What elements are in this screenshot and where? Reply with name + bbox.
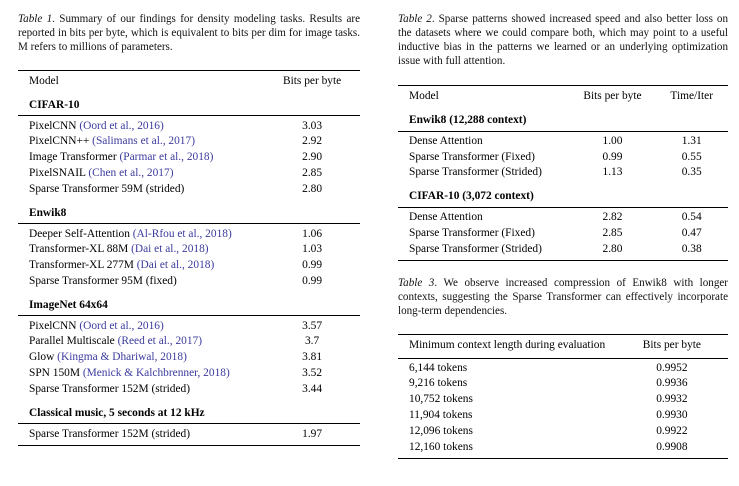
table1-row-value: 3.81: [302, 351, 323, 364]
table2-caption: [398, 12, 728, 68]
table3-row-context: 10,752 tokens: [409, 393, 473, 406]
table1-section-title: Classical music, 5 seconds at 12 kHz: [29, 406, 205, 419]
table-row: [18, 242, 360, 258]
table1-row-value: 1.97: [302, 427, 323, 440]
table2-row-time: 0.47: [681, 226, 702, 239]
table1-row-model: Sparse Transformer 59M (strided): [29, 182, 185, 195]
table2-section-title: Enwik8 (12,288 context): [409, 113, 527, 126]
table1-row-value: 2.85: [302, 167, 323, 179]
table1-caption: [18, 12, 360, 54]
citation: (Salimans et al., 2017): [92, 135, 195, 148]
table1-section-title: CIFAR-10: [29, 98, 80, 111]
table2-row-bpb: 1.13: [602, 166, 623, 179]
citation: (Kingma & Dhariwal, 2018): [57, 351, 187, 364]
table1-row-model: [18, 366, 264, 382]
model-name: PixelCNN++: [29, 135, 93, 148]
model-name: PixelSNAIL: [29, 167, 89, 179]
table3-header-bits: Bits per byte: [642, 338, 701, 351]
table3-row-value: 0.9908: [656, 440, 688, 453]
table-row: [398, 242, 728, 261]
citation: (Al-Rfou et al., 2018): [132, 227, 232, 240]
model-name: Image Transformer: [29, 151, 120, 164]
citation: (Oord et al., 2016): [79, 119, 164, 132]
table3-row-value: 0.9952: [656, 361, 688, 374]
table1-row-model: [18, 224, 264, 242]
table-row: [398, 408, 728, 424]
table-row: [18, 116, 360, 134]
table1-row-value: 2.90: [302, 151, 323, 164]
table3-caption-label: Table 3: [398, 276, 435, 289]
table3-caption: [398, 276, 728, 318]
table1-row-model: [18, 134, 264, 150]
table-row: [398, 207, 728, 225]
table-row: [18, 224, 360, 242]
citation: (Dai et al., 2018): [136, 259, 215, 272]
table-row: [18, 382, 360, 400]
table1-row-value: 3.57: [302, 319, 323, 332]
table2-row-time: 0.55: [681, 150, 702, 163]
table2-row-model: Sparse Transformer (Fixed): [409, 226, 535, 239]
table-row: [398, 376, 728, 392]
table-row: [398, 165, 728, 183]
table2-row-time: 1.31: [681, 134, 702, 147]
table2-section-heading: [398, 109, 728, 131]
table1-section-title: Enwik8: [29, 206, 67, 219]
table-row: [18, 182, 360, 200]
table1-row-model: Sparse Transformer 152M (strided): [29, 427, 191, 440]
table3-caption-text: . We observe increased compression of Enwik8 with longer contexts, suggesting the Sparse Transformer can effectively incorporate long-term dependencies.: [398, 276, 728, 317]
table2-section-title: CIFAR-10 (3,072 context): [409, 190, 534, 203]
table1-row-model: [18, 350, 264, 366]
table3-header-context: Minimum context length during evaluation: [409, 338, 606, 351]
table3-row-value: 0.9922: [656, 424, 688, 437]
table1: [18, 70, 360, 445]
table2-row-model: Dense Attention: [409, 211, 483, 224]
table2-row-time: 0.35: [681, 166, 702, 179]
model-name: Deeper Self-Attention: [29, 227, 133, 240]
table-row: [18, 350, 360, 366]
table1-section-title: ImageNet 64x64: [29, 298, 108, 311]
table-row: [398, 358, 728, 376]
table-row: [398, 131, 728, 149]
table-row: [18, 334, 360, 350]
table1-section-heading: [18, 94, 360, 116]
table1-row-value: 0.99: [302, 259, 323, 272]
table3-row-value: 0.9936: [656, 377, 688, 390]
table-row: [18, 166, 360, 182]
citation: (Menick & Kalchbrenner, 2018): [82, 367, 230, 379]
table2: [398, 85, 728, 260]
table2-header-row: [398, 86, 728, 109]
table2-row-bpb: 0.99: [602, 150, 623, 163]
model-name: PixelCNN: [29, 119, 80, 132]
table-row: [398, 440, 728, 459]
table2-row-time: 0.54: [681, 211, 702, 224]
model-name: Parallel Multiscale: [29, 335, 118, 348]
table3-body: [398, 334, 728, 458]
table2-row-time: 0.38: [681, 242, 702, 255]
table1-section-heading: [18, 200, 360, 224]
table1-row-model: Sparse Transformer 152M (strided): [29, 382, 191, 395]
table1-row-value: 3.52: [302, 367, 323, 379]
table-row: [398, 149, 728, 165]
table1-row-model: [18, 334, 264, 350]
model-name: SPN 150M: [29, 367, 83, 379]
table1-row-model: [18, 116, 264, 134]
table-row: [18, 134, 360, 150]
table1-row-value: 2.92: [302, 135, 323, 148]
table2-section-heading: [398, 183, 728, 207]
citation: (Parmar et al., 2018): [119, 151, 214, 164]
model-name: Transformer-XL 88M: [29, 243, 132, 256]
table2-caption-label: Table 2: [398, 13, 432, 25]
table2-row-model: Sparse Transformer (Strided): [409, 242, 542, 255]
table3-header-row: [398, 334, 728, 358]
table1-row-value: 3.03: [302, 119, 323, 132]
citation: (Reed et al., 2017): [117, 335, 203, 348]
right-column: [398, 0, 728, 459]
table1-caption-label: Table 1: [18, 13, 53, 25]
table2-row-bpb: 1.00: [602, 134, 623, 147]
table-row: [398, 424, 728, 440]
table1-row-value: 0.99: [302, 274, 323, 287]
table-row: [18, 366, 360, 382]
table1-row-model: [18, 258, 264, 274]
table1-row-model: Sparse Transformer 95M (fixed): [29, 274, 177, 287]
table2-caption-text: . Sparse patterns showed increased speed and also better loss on the datasets where we could compare both, which may point to a useful inductive bias in the patterns we learned or an underlying optimization issue with full attention.: [398, 13, 728, 68]
table3-row-context: 12,096 tokens: [409, 424, 473, 437]
table1-header-bits: Bits per byte: [283, 75, 342, 88]
model-name: Glow: [29, 351, 58, 364]
table2-header-model: Model: [409, 90, 439, 103]
table-row: [398, 392, 728, 408]
model-name: PixelCNN: [29, 319, 80, 332]
table-row: [18, 274, 360, 292]
table2-row-model: Sparse Transformer (Strided): [409, 166, 542, 179]
citation: (Oord et al., 2016): [79, 319, 164, 332]
table1-row-model: [18, 242, 264, 258]
table-row: [18, 316, 360, 334]
table-row: [398, 226, 728, 242]
table1-row-value: 1.03: [302, 243, 323, 256]
table-row: [18, 150, 360, 166]
table1-row-value: 2.80: [302, 182, 323, 195]
table1-section-heading: [18, 400, 360, 424]
table1-section-heading: [18, 292, 360, 316]
table1-header-row: [18, 71, 360, 94]
table2-row-bpb: 2.82: [602, 211, 623, 224]
table1-row-model: [18, 150, 264, 166]
citation: (Chen et al., 2017): [88, 167, 174, 179]
table3-row-context: 12,160 tokens: [409, 440, 473, 453]
left-column: [18, 0, 360, 446]
table1-row-value: 3.44: [302, 382, 323, 395]
table3-row-context: 9,216 tokens: [409, 377, 468, 390]
table1-row-model: [18, 166, 264, 182]
table3: [398, 334, 728, 459]
table1-row-value: 3.7: [304, 335, 320, 348]
table3-row-context: 11,904 tokens: [409, 409, 473, 422]
table1-row-model: [18, 316, 264, 334]
table3-row-value: 0.9930: [656, 409, 688, 422]
table2-body: [398, 86, 728, 260]
table-row: [18, 258, 360, 274]
table2-header-time: Time/Iter: [670, 90, 713, 103]
table-row: [18, 424, 360, 445]
table2-row-bpb: 2.80: [602, 242, 623, 255]
table2-row-model: Dense Attention: [409, 134, 483, 147]
table3-row-value: 0.9932: [656, 393, 688, 406]
model-name: Transformer-XL 277M: [29, 259, 137, 272]
citation: (Dai et al., 2018): [131, 243, 209, 256]
table1-header-model: Model: [29, 75, 59, 88]
table1-body: [18, 71, 360, 445]
table2-header-bits: Bits per byte: [583, 90, 642, 103]
table2-row-model: Sparse Transformer (Fixed): [409, 150, 535, 163]
table1-row-value: 1.06: [302, 227, 323, 240]
table1-caption-text: . Summary of our findings for density modeling tasks. Results are reported in bits per byte, which is equivalent to bits per dim for image tasks. M refers to millions of parameters.: [18, 13, 360, 54]
table3-row-context: 6,144 tokens: [409, 361, 468, 374]
table2-row-bpb: 2.85: [602, 226, 623, 239]
